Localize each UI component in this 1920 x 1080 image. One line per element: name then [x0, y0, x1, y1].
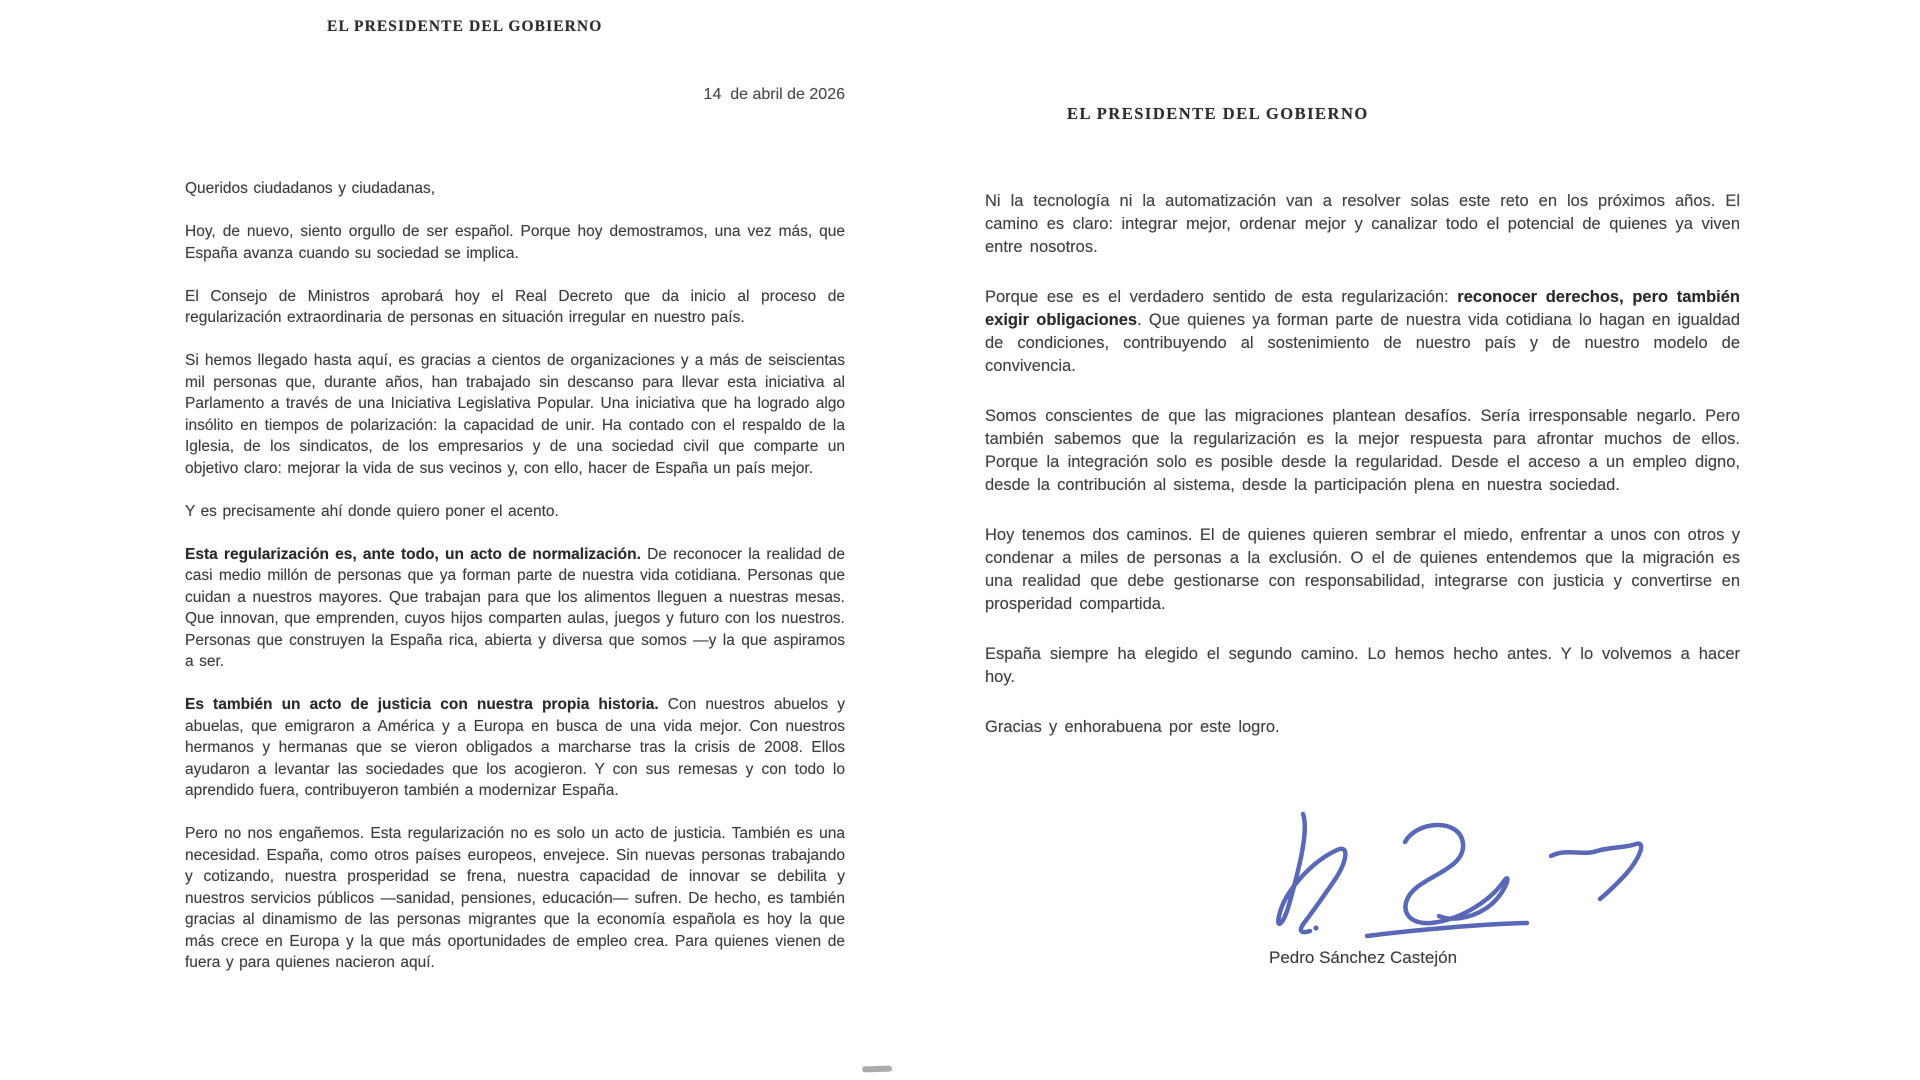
paragraph [185, 544, 845, 673]
paragraph [185, 286, 845, 329]
letterhead-presidente-gobierno: EL PRESIDENTE DEL GOBIERNO [1067, 104, 1369, 123]
letter-page-2 [985, 0, 1740, 1080]
bold-text-run: Es también un acto de justicia con nuestra propia historia. [185, 696, 659, 713]
bold-text-run: Esta regularización es, ante todo, un acto de normalización. [185, 545, 641, 563]
text-run: Pero no nos engañemos. Esta regularización no es solo un acto de justicia. También es una necesidad. España, como otros países europeos, envejece. Sin nuevas personas trabajando y cotizando, nuestra prosperidad se frena, nuestra capacidad de innovar se debilita y nuestros servicios públicos —sanidad, pensiones, educación— sufren. De hecho, es también gracias al dinamismo de las personas migrantes que la economía española es hoy la que más crece en Europa y la que más oportunidades de empleo crea. Para quienes vienen de fuera y para quienes nacieron aquí. [185, 825, 845, 971]
paragraph [185, 694, 845, 802]
paragraph [185, 221, 845, 264]
bold-text-run: reconocer derechos, pero también exigir obligaciones [985, 288, 1740, 329]
text-run: Y es precisamente ahí donde quiero poner el acento. [185, 502, 559, 520]
letter-page-1 [185, 0, 845, 1080]
paragraph [985, 716, 1740, 739]
text-run: Somos conscientes de que las migraciones plantean desafíos. Sería irresponsable negarlo. Pero también sabemos que la regularización es la mejor respuesta para afrontar muchos de ellos. Porque la integración solo es posible desde la regularidad. Desde el acceso a un empleo digno, desde la contribución al sistema, desde la participación plena en nuestra sociedad. [985, 407, 1740, 494]
paragraph [185, 178, 845, 200]
text-run: España siempre ha elegido el segundo camino. Lo hemos hecho antes. Y lo volvemos a hacer hoy. [985, 645, 1740, 686]
paragraph [985, 643, 1740, 689]
letter-body-page-2 [985, 190, 1740, 766]
paragraph [185, 823, 845, 974]
paragraph [985, 405, 1740, 497]
text-run: El Consejo de Ministros aprobará hoy el Real Decreto que da inicio al proceso de regularización extraordinaria de personas en situación irregular en nuestro país. [185, 287, 845, 326]
text-run: Queridos ciudadanos y ciudadanas, [185, 180, 436, 197]
text-run: Si hemos llegado hasta aquí, es gracias a cientos de organizaciones y a más de seiscientas mil personas que, durante años, han trabajado sin descanso para llevar esta iniciativa al Parlamento a través de una Iniciativa Legislativa Popular. Una iniciativa que ha logrado algo insólito en tiempos de polarización: la capacidad de unir. Ha contado con el respaldo de la Iglesia, de los sindicatos, de los empresarios y de una sociedad civil que comparte un objetivo claro: mejorar la vida de sus vecinos y, con ello, hacer de España un país mejor. [185, 352, 845, 477]
text-run: . Que quienes ya forman parte de nuestra vida cotidiana lo hagan en igualdad de condiciones, contribuyendo al sostenimiento de nuestro país y de nuestro modelo de convivencia. [985, 311, 1740, 375]
text-run: Hoy, de nuevo, siento orgullo de ser español. Porque hoy demostramos, una vez más, que España avanza cuando su sociedad se implica. [185, 223, 845, 262]
letter-date: 14 de abril de 2026 [703, 86, 845, 103]
paragraph [985, 190, 1740, 259]
text-run: Gracias y enhorabuena por este logro. [985, 718, 1280, 736]
scan-artifact-mark [862, 1065, 892, 1072]
text-run: Con nuestros abuelos y abuelas, que emigraron a América y a Europa en busca de una vida mejor. Con nuestros hermanos y hermanas que se vieron obligados a marcharse tras la crisis de 2008. Ellos ayudaron a levantar las sociedades que los acogieron. Y con sus remesas y con todo lo aprendido fuera, contribuyeron también a modernizar España. [185, 696, 845, 799]
text-run: Ni la tecnología ni la automatización van a resolver solas este reto en los próximos años. El camino es claro: integrar mejor, ordenar mejor y canalizar todo el potencial de quienes ya viven entre nosotros. [985, 192, 1740, 256]
text-run: De reconocer la realidad de casi medio millón de personas que ya forman parte de nuestra vida cotidiana. Personas que cuidan a nuestros mayores. Que trabajan para que los alimentos lleguen a nuestras mesas. Que innovan, que emprenden, cuyos hijos comparten aulas, juegos y futuro con los nuestros. Personas que construyen la España rica, abierta y diversa que somos —y la que aspiramos a ser. [185, 545, 845, 670]
handwritten-signature-ink [1253, 802, 1673, 962]
text-run: Hoy tenemos dos caminos. El de quienes quieren sembrar el miedo, enfrentar a unos con otros y condenar a miles de personas a la exclusión. O el de quienes entendemos que la migración es una realidad que debe gestionarse con responsabilidad, integrarse con justicia y convertirse en prosperidad compartida. [985, 526, 1740, 613]
signer-name: Pedro Sánchez Castejón [1269, 948, 1458, 967]
paragraph [985, 286, 1740, 378]
paragraph [185, 350, 845, 479]
letter-body-page-1 [185, 178, 845, 995]
text-run: Porque ese es el verdadero sentido de esta regularización: [985, 288, 1458, 306]
paragraph [985, 524, 1740, 616]
letterhead-presidente-gobierno: EL PRESIDENTE DEL GOBIERNO [327, 18, 603, 35]
paragraph [185, 501, 845, 523]
